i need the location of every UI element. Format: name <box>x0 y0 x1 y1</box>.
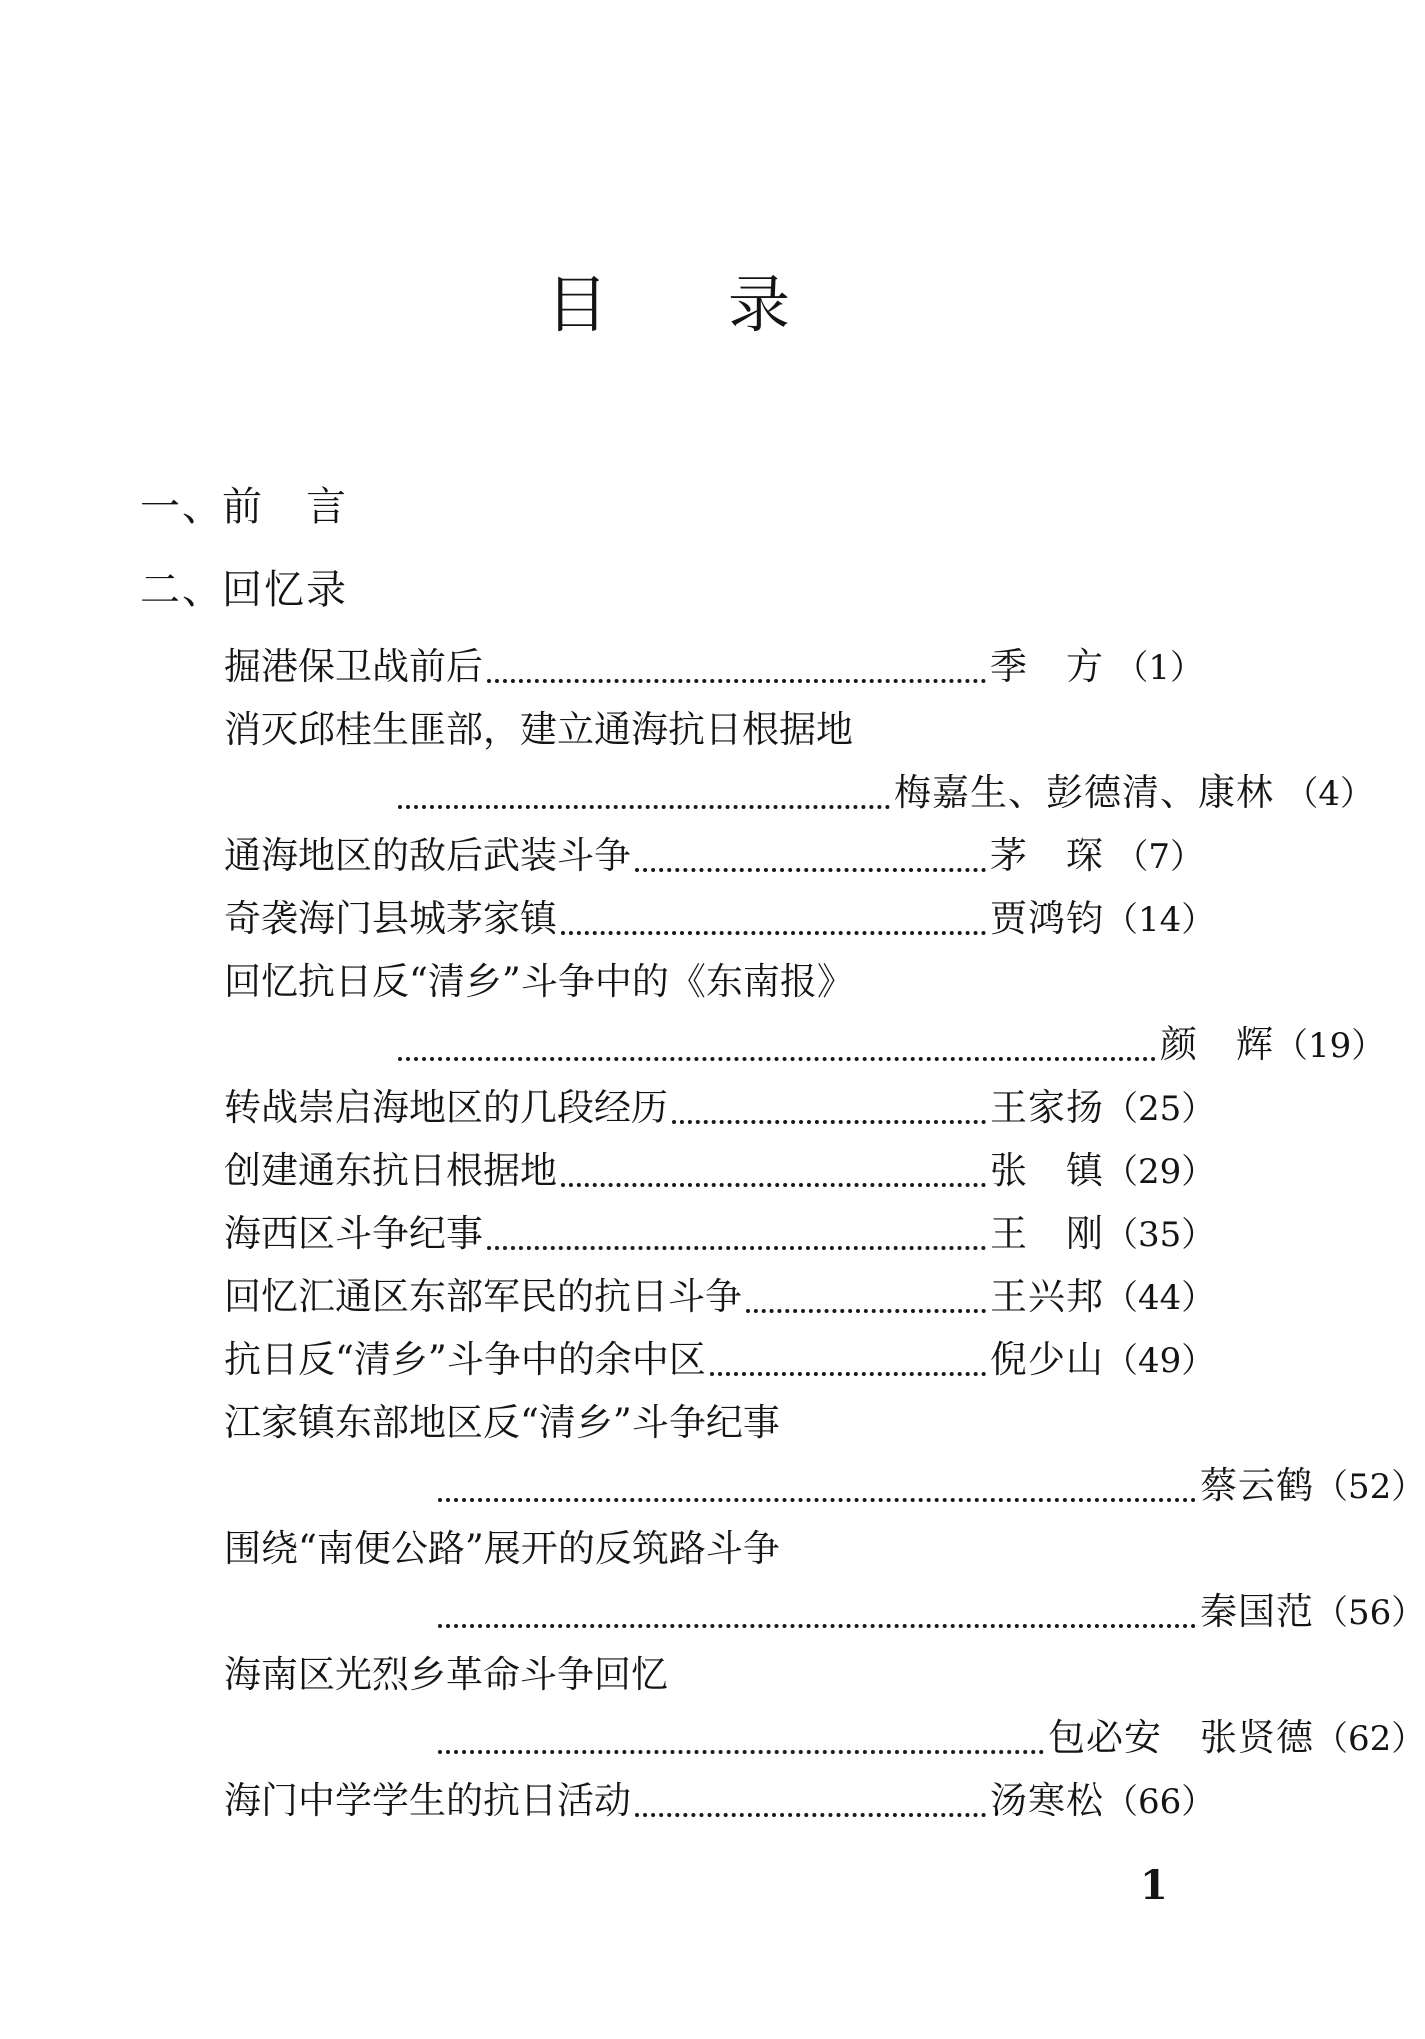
dot-leader <box>746 1283 986 1313</box>
dot-leader <box>710 1346 986 1376</box>
entry-page: （4） <box>1284 774 1374 814</box>
toc-entry-continuation <box>224 1462 1425 1510</box>
entry-page: （62） <box>1314 1719 1425 1759</box>
toc-entry <box>224 895 1216 943</box>
title-char-2: 录 <box>728 268 791 341</box>
section-number: 二、 <box>140 567 224 613</box>
page-number: 1 <box>1140 1862 1168 1909</box>
toc-entry <box>224 1777 1216 1825</box>
dot-leader <box>438 1724 1044 1754</box>
entry-title: 海南区光烈乡革命斗争回忆 <box>224 1653 668 1696</box>
dot-leader <box>561 1157 986 1187</box>
entry-title: 奇袭海门县城茅家镇 <box>224 897 557 940</box>
entry-title: 江家镇东部地区反“清乡”斗争纪事 <box>224 1401 780 1444</box>
entry-author: 贾鸿钧 <box>990 897 1104 940</box>
entry-page: （19） <box>1274 1026 1386 1066</box>
toc-entry <box>224 1525 1204 1573</box>
entry-title: 创建通东抗日根据地 <box>224 1149 557 1192</box>
toc-entry <box>224 643 1204 691</box>
entry-page: （14） <box>1104 900 1216 940</box>
toc-entry-continuation <box>224 1588 1425 1636</box>
entry-author: 蔡云鹤 <box>1200 1464 1314 1507</box>
toc-entry <box>224 1084 1216 1132</box>
entry-page: （25） <box>1104 1089 1216 1129</box>
entry-title: 抗日反“清乡”斗争中的余中区 <box>224 1338 706 1381</box>
toc-entry <box>224 1399 1204 1447</box>
toc-entry-continuation <box>224 1021 1386 1069</box>
entry-author: 汤寒松 <box>990 1779 1104 1822</box>
entry-author: 王家扬 <box>990 1086 1104 1129</box>
dot-leader <box>487 1220 986 1250</box>
toc-entry-continuation <box>224 1714 1425 1762</box>
entry-author: 茅 琛 <box>990 834 1104 877</box>
entry-title: 消灭邱桂生匪部，建立通海抗日根据地 <box>224 708 853 751</box>
dot-leader <box>398 779 890 809</box>
toc-entry <box>224 958 1204 1006</box>
section-label: 前 言 <box>222 484 348 530</box>
toc-entry-continuation <box>224 769 1374 817</box>
toc-entry <box>224 1336 1216 1384</box>
dot-leader <box>635 842 986 872</box>
entry-author: 季 方 <box>990 645 1104 688</box>
section-number: 一、 <box>140 484 224 530</box>
entry-title: 掘港保卫战前后 <box>224 645 483 688</box>
section-heading-preface <box>140 475 348 532</box>
dot-leader <box>487 653 986 683</box>
entry-title: 海西区斗争纪事 <box>224 1212 483 1255</box>
toc-entry <box>224 1651 1204 1699</box>
title-char-1: 目 <box>545 268 608 341</box>
entry-author: 张 镇 <box>990 1149 1104 1192</box>
section-heading-memoirs <box>140 558 348 615</box>
entry-page: （7） <box>1114 837 1204 877</box>
entry-author: 颜 辉 <box>1160 1023 1274 1066</box>
entry-page: （1） <box>1114 648 1204 688</box>
entry-title: 海门中学学生的抗日活动 <box>224 1779 631 1822</box>
toc-entry <box>224 1210 1216 1258</box>
dot-leader <box>438 1472 1196 1502</box>
entry-page: （35） <box>1104 1215 1216 1255</box>
entry-author: 王兴邦 <box>990 1275 1104 1318</box>
entry-page: （56） <box>1314 1593 1425 1633</box>
entry-page: （52） <box>1314 1467 1425 1507</box>
entry-page: （49） <box>1104 1341 1216 1381</box>
dot-leader <box>635 1787 986 1817</box>
entry-author: 梅嘉生、彭德清、康林 <box>894 771 1274 814</box>
entry-title: 回忆抗日反“清乡”斗争中的《东南报》 <box>224 960 854 1003</box>
section-label: 回忆录 <box>222 567 348 613</box>
page-title <box>0 255 1336 344</box>
toc-entry <box>224 706 1204 754</box>
dot-leader <box>561 905 986 935</box>
dot-leader <box>672 1094 986 1124</box>
entry-title: 转战崇启海地区的几段经历 <box>224 1086 668 1129</box>
entry-title: 通海地区的敌后武装斗争 <box>224 834 631 877</box>
entry-author: 倪少山 <box>990 1338 1104 1381</box>
toc-entry <box>224 1147 1216 1195</box>
entry-author: 王 刚 <box>990 1212 1104 1255</box>
toc-entry <box>224 832 1204 880</box>
dot-leader <box>438 1598 1196 1628</box>
entry-page: （66） <box>1104 1782 1216 1822</box>
entry-title: 回忆汇通区东部军民的抗日斗争 <box>224 1275 742 1318</box>
toc-entry <box>224 1273 1216 1321</box>
entry-author: 秦国范 <box>1200 1590 1314 1633</box>
entry-title: 围绕“南便公路”展开的反筑路斗争 <box>224 1527 780 1570</box>
entry-author: 包必安 张贤德 <box>1048 1716 1314 1759</box>
dot-leader <box>398 1031 1156 1061</box>
entry-page: （29） <box>1104 1152 1216 1192</box>
entry-page: （44） <box>1104 1278 1216 1318</box>
